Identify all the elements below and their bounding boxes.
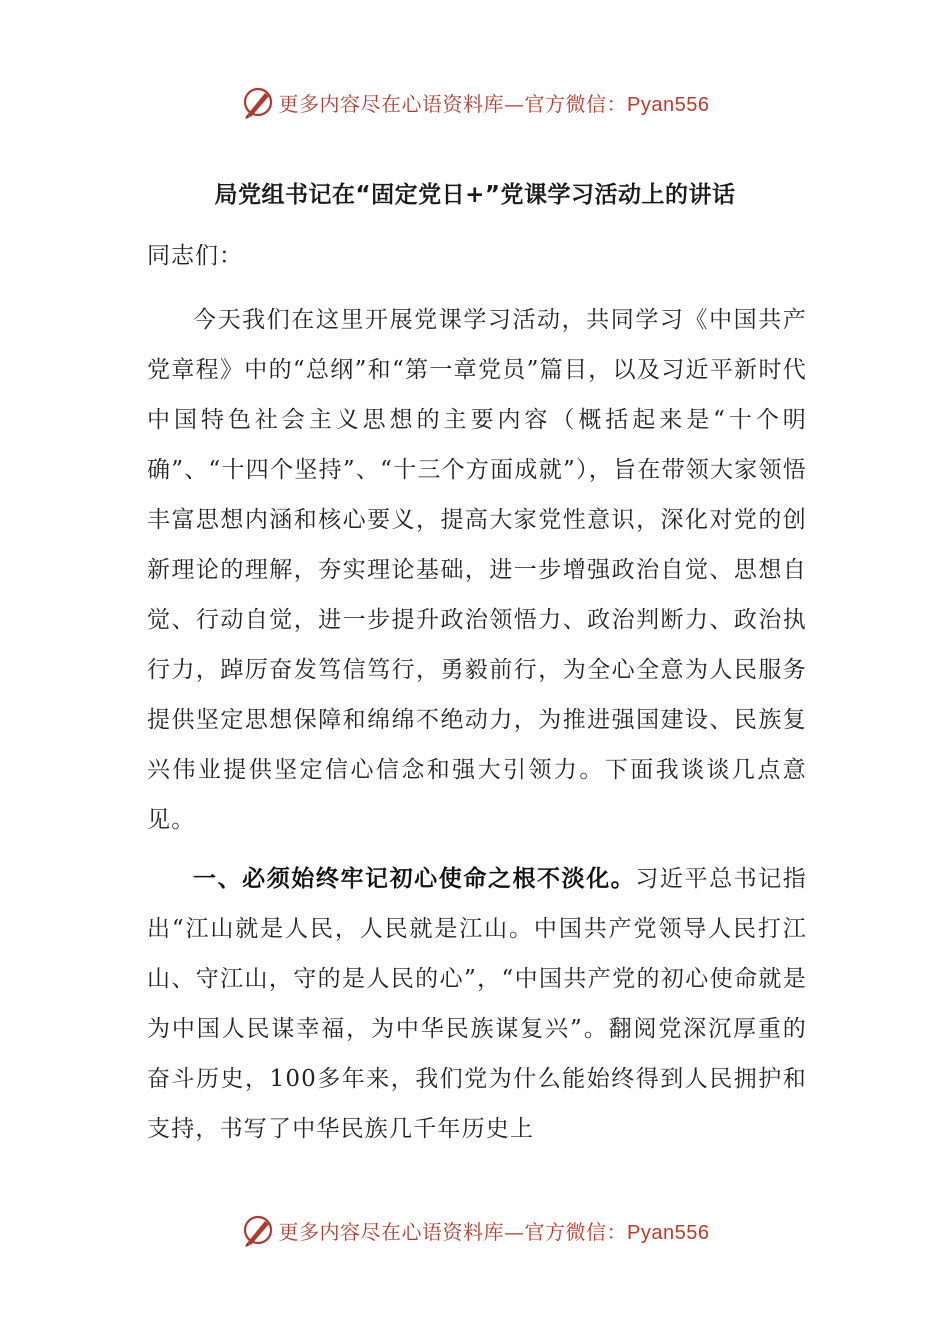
paragraph-intro: 今天我们在这里开展党课学习活动，共同学习《中国共产党章程》中的“总纲”和“第一章党员”篇目，以及习近平新时代中国特色社会主义思想的主要内容（概括起来是“十个明确”、“十四个坚持”、“十三个方面成就”），旨在带领大家领悟丰富思想内涵和核心要义，提高大家党性意识，深化对党的创新理论的理解，夯实理论基础，进一步增强政治自觉、思想自觉、行动自觉，进一步提升政治领悟力、政治判断力、政治执行力，踔厉奋发笃信笃行，勇毅前行，为全心全意为人民服务提供坚定思想保障和绵绵不绝动力，为推进强国建设、民族复兴伟业提供坚定信心信念和强大引领力。下面我谈谈几点意见。 [147, 307, 807, 833]
section-1-heading: 一、必须始终牢记初心使命之根不淡化。 [193, 866, 636, 892]
paragraph-section-1 [147, 854, 807, 1154]
pen-logo-icon [241, 1213, 275, 1247]
salutation: 同志们： [147, 243, 243, 269]
banner-wechat-label: 官方微信： [524, 1219, 628, 1244]
banner-wechat-label: 官方微信： [524, 91, 628, 116]
banner-text: 更多内容尽在心语资料库—官方微信：Pyan556 [278, 1219, 710, 1244]
document-title: 局党组书记在“固定党日+”党课学习活动上的讲话 [214, 182, 736, 208]
section-1-body: 习近平总书记指出“江山就是人民，人民就是江山。中国共产党领导人民打江山、守江山，守的是人民的心”，“中国共产党的初心使命就是为中国人民谋幸福，为中华民族谋复兴”。翻阅党深沉厚重的奋斗历史，100多年来，我们党为什么能始终得到人民拥护和支持，书写了中华民族几千年历史上 [147, 866, 807, 1142]
banner-text: 更多内容尽在心语资料库—官方微信：Pyan556 [278, 91, 710, 116]
pen-logo-icon [241, 85, 275, 119]
banner-wechat-id: Pyan556 [627, 93, 710, 116]
footer-banner [0, 1210, 950, 1250]
banner-wechat-id: Pyan556 [627, 1221, 710, 1244]
header-banner [0, 82, 950, 122]
